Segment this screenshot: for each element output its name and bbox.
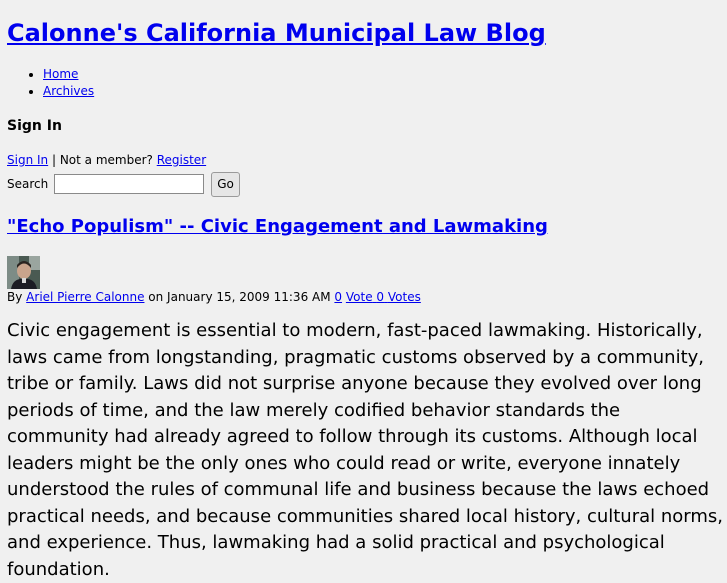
signin-link[interactable]: Sign In [7, 153, 49, 167]
vote-count-link[interactable]: 0 [334, 290, 343, 304]
post-title-link[interactable]: "Echo Populism" -- Civic Engagement and Lawmaking [7, 216, 548, 237]
votes-count: 0 [376, 290, 385, 304]
author-photo-icon [7, 256, 40, 289]
votes-label: Votes [387, 290, 421, 304]
byline-prefix: By [7, 290, 23, 304]
search-label: Search [7, 177, 49, 191]
signin-separator: | [48, 153, 60, 167]
nav-link-home[interactable]: Home [43, 67, 79, 81]
register-link[interactable]: Register [156, 153, 207, 167]
search-go-button[interactable]: Go [211, 172, 240, 197]
author-link[interactable]: Ariel Pierre Calonne [26, 290, 145, 304]
author-avatar[interactable] [7, 256, 40, 289]
not-member-text: Not a member? [59, 153, 153, 167]
blog-title [7, 17, 546, 49]
nav-item-archives [43, 83, 94, 100]
vote-label: Vote [345, 290, 373, 304]
post-body: Civic engagement is essential to modern, fast-paced lawmaking. Historically, laws came from longstanding, pragmatic customs observed by a community, tribe or family. Laws did not surprise anyone because they evolved over long periods of time, and the law merely codified behavior standards the community had already agreed to follow through its customs. Although local leaders might be the only ones who could read or write, everyone innately understood the rules of communal life and business because the laws echoed practical needs, and because communities shared local history, cultural norms, and experience. Thus, lawmaking had a solid practical and psychological foundation. [7, 320, 724, 580]
signin-heading: Sign In [7, 118, 62, 134]
vote-link[interactable] [346, 290, 421, 304]
nav-item-home [43, 66, 94, 83]
nav-link-archives[interactable]: Archives [43, 84, 95, 98]
member-line [7, 152, 206, 168]
post-byline [7, 289, 421, 305]
post-title [7, 215, 548, 239]
search-input[interactable] [54, 174, 204, 194]
main-nav [7, 66, 94, 100]
search-form [7, 171, 240, 197]
blog-title-link[interactable]: Calonne's California Municipal Law Blog [7, 19, 546, 47]
post-date: on January 15, 2009 11:36 AM [148, 290, 331, 304]
